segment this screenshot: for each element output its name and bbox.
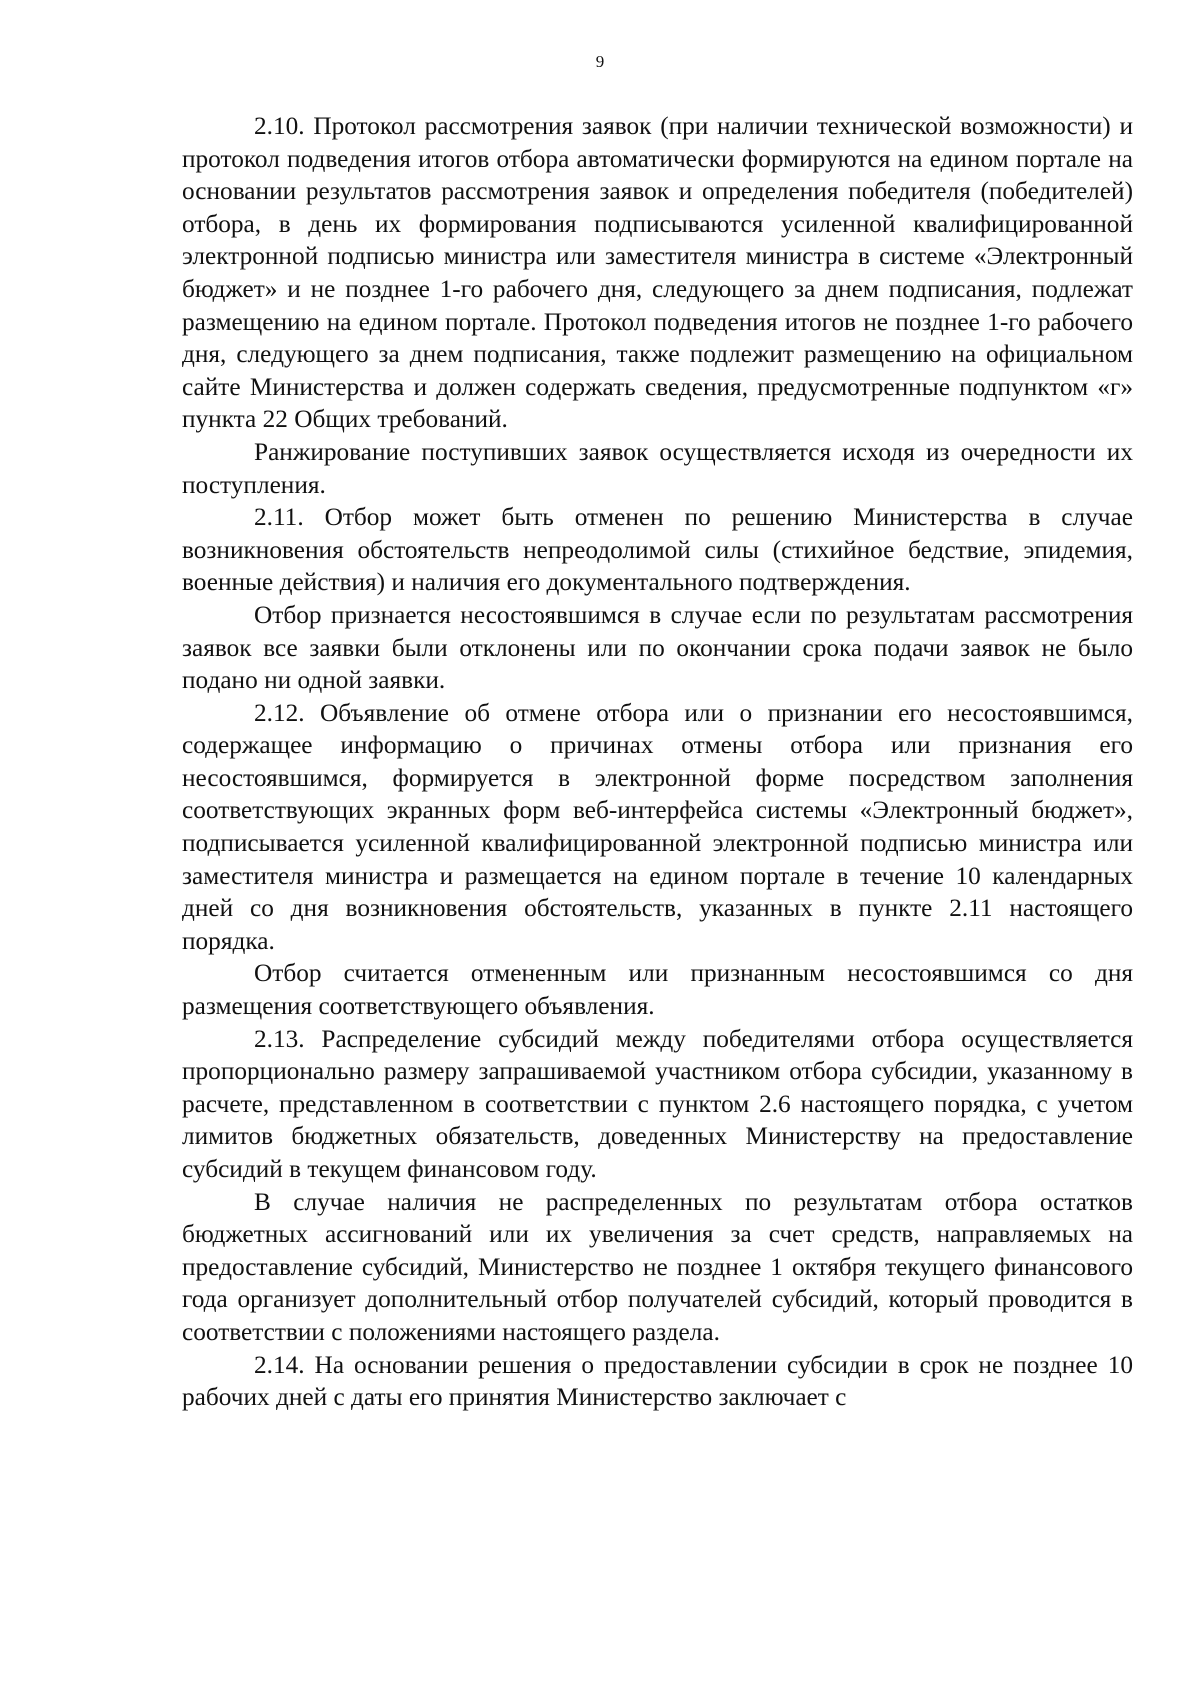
paragraph-additional-selection: В случае наличия не распределенных по результатам отбора остатков бюджетных ассигнований или их увеличения за счет средств, направляемых на предоставление субсидий, Министерство не позднее 1 октября текущего финансового года организует дополнительный отбор получателей субсидий, который проводится в соответствии с положениями настоящего раздела. (182, 1187, 1133, 1346)
paragraph-2-13: 2.13. Распределение субсидий между победителями отбора осуществляется пропорционально размеру запрашиваемой участником отбора субсидии, указанному в расчете, представленном в соответствии с пунктом 2.6 настоящего порядка, с учетом лимитов бюджетных обязательств, доведенных Министерству на предоставление субсидий в текущем финансовом году. (182, 1024, 1133, 1183)
paragraph-2-10: 2.10. Протокол рассмотрения заявок (при наличии технической возможности) и протокол подведения итогов отбора автоматически формируются на едином портале на основании результатов рассмотрения заявок и определения победителя (победителей) отбора, в день их формирования подписываются усиленной квалифицированной электронной подписью министра или заместителя министра в системе «Электронный бюджет» и не позднее 1-го рабочего дня, следующего за днем подписания, подлежат размещению на едином портале. Протокол подведения итогов не позднее 1-го рабочего дня, следующего за днем подписания, также подлежит размещению на официальном сайте Министерства и должен содержать сведения, предусмотренные подпунктом «г» пункта 22 Общих требований. (182, 112, 1133, 434)
paragraph-cancelled-selection: Отбор считается отмененным или признанным несостоявшимся со дня размещения соответствующего объявления. (182, 959, 1133, 1021)
paragraph-failed-selection: Отбор признается несостоявшимся в случае если по результатам рассмотрения заявок все заявки были отклонены или по окончании срока подачи заявок не было подано ни одной заявки. (182, 600, 1133, 695)
paragraph-ranking: Ранжирование поступивших заявок осуществляется исходя из очередности их поступления. (182, 437, 1133, 499)
document-body (182, 110, 1133, 1414)
paragraph-2-12: 2.12. Объявление об отмене отбора или о признании его несостоявшимся, содержащее информацию о причинах отмены отбора или признания его несостоявшимся, формируется в электронной форме посредством заполнения соответствующих экранных форм веб-интерфейса системы «Электронный бюджет», подписывается усиленной квалифицированной электронной подписью министра или заместителя министра и размещается на едином портале в течение 10 календарных дней со дня возникновения обстоятельств, указанных в пункте 2.11 настоящего порядка. (182, 698, 1133, 955)
paragraph-2-14: 2.14. На основании решения о предоставлении субсидии в срок не позднее 10 рабочих дней с даты его принятия Министерство заключает с (182, 1350, 1133, 1412)
paragraph-2-11: 2.11. Отбор может быть отменен по решению Министерства в случае возникновения обстоятельств непреодолимой силы (стихийное бедствие, эпидемия, военные действия) и наличия его документального подтверждения. (182, 503, 1133, 597)
page-number: 9 (595, 52, 605, 71)
